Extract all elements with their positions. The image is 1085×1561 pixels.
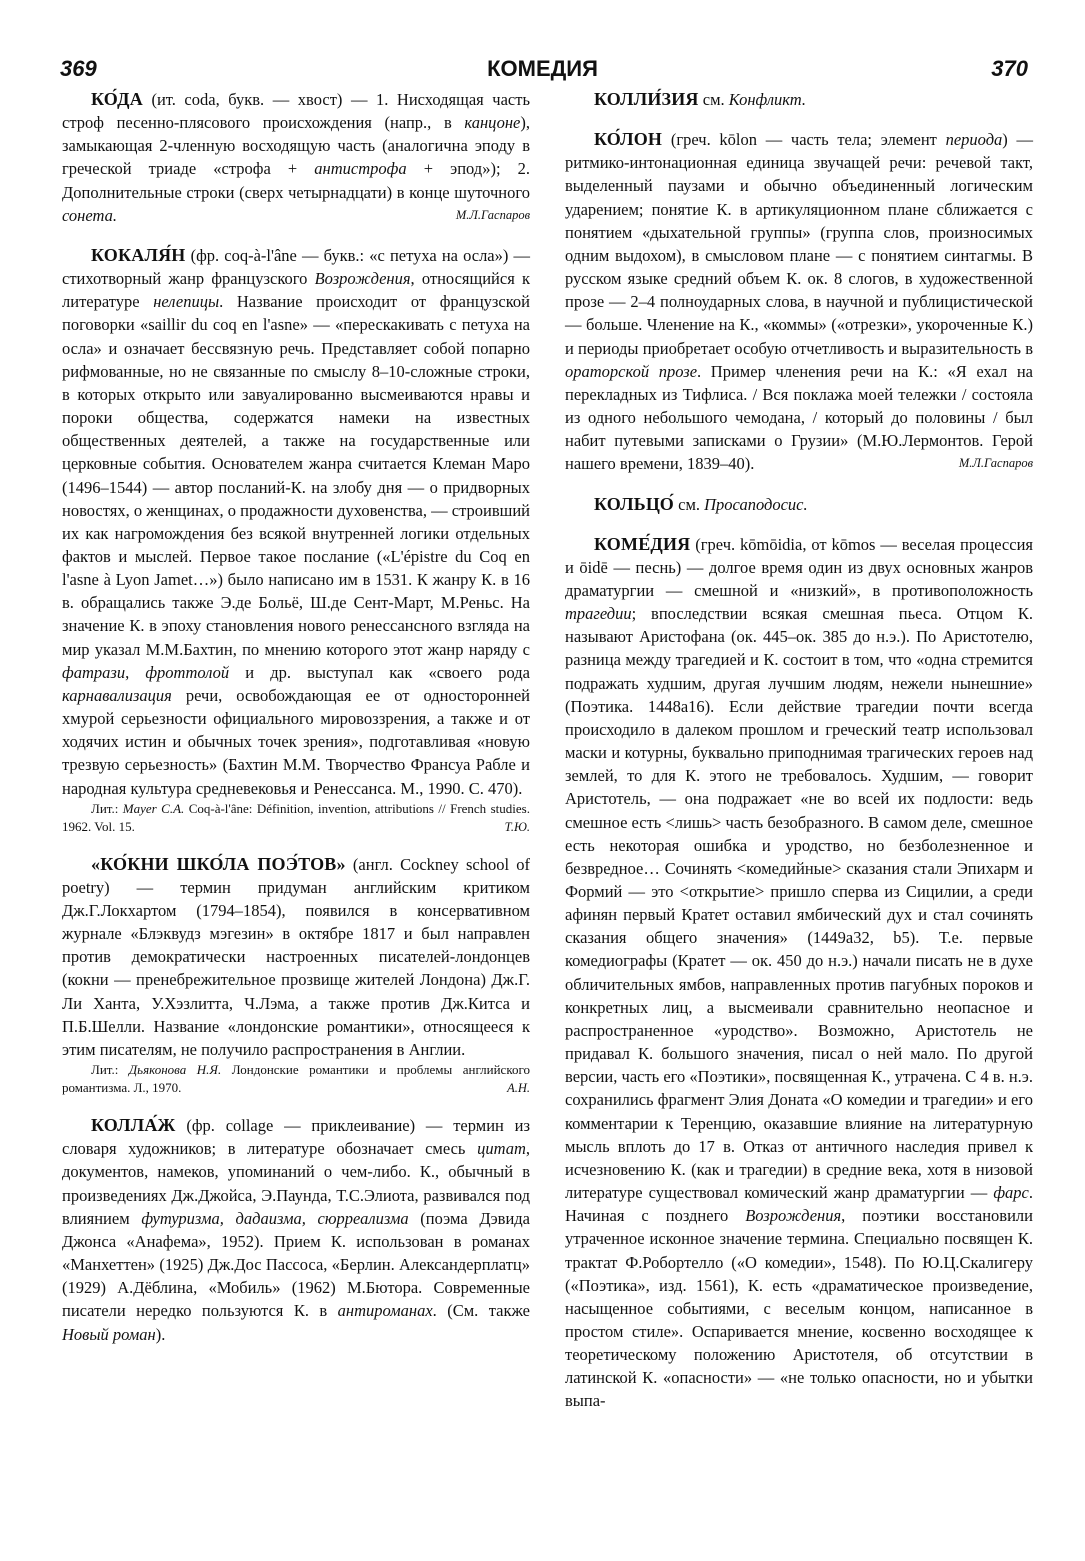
italic-term: трагедии [565, 604, 632, 624]
italic-term: сонета. [62, 205, 117, 225]
page-number-right: 370 [991, 56, 1028, 81]
left-column [62, 88, 530, 1363]
headword: КОКАЛЯ́Н [91, 244, 186, 265]
italic-term: нелепицы [153, 292, 220, 312]
see-reference-label: см. [698, 90, 729, 109]
italic-term: цитат [477, 1139, 526, 1159]
entry-kollazh [62, 1114, 530, 1346]
lit-text: Лондонские романтики и проблемы английского романтизма. Л., 1970. [62, 1062, 530, 1096]
entry-body: . Начиная с позднего [565, 1183, 1033, 1226]
headword: КОЛЛА́Ж [91, 1115, 176, 1136]
page-number-left: 369 [60, 56, 97, 81]
entry-body: ), замыкающая 2-членную восходящую часть (аналогична эподу в греческой триаде «строфа + [62, 113, 530, 179]
entry-body: . Пример членения речи на К.: «Я ехал на перекладных из Тифлиса. / Вся поклажа моей тележки / состояла из одного небольшого чемодана, / который до половины / был набит путевыми записками о Грузии» (М.Ю.Лермонтов. Герой нашего времени, 1839–40). [565, 361, 1034, 474]
entry-body: (фр. collage — приклеивание) — термин из словаря художников; в литературе обозначает смесь [62, 1116, 530, 1159]
bibliography [62, 1061, 530, 1097]
entry-text [565, 493, 1033, 516]
italic-term: антистрофа [314, 159, 407, 179]
entry-kolliziya [565, 88, 1033, 111]
author-signature: М.Л.Гаспаров [958, 456, 1033, 471]
entry-body: . (См. также [432, 1301, 530, 1321]
entry-body: , документов, намеков, упоминаний о чем-либо. К., обычный в произведениях Дж.Джойса, Э.Паунда, Т.С.Элиота, развивался под влиянием [62, 1139, 530, 1228]
entry-text [62, 88, 530, 227]
right-column [565, 88, 1033, 1430]
entry-body: ) — ритмико-интонационная единица звучащей речи: речевой такт, выделенный паузами и обычно объединенный логическим ударением; понятие К. в артикуляционном плане сближается с понятием «дыхательной группы» (группа слов, произносимых одним выдохом), в смысловом плане — с понятием синтагмы. В русском языке средний объем К. ок. 8 слогов, в художественной прозе — 2–4 полноударных слова, в научной и публицистической — больше. Членение на К., «коммы» («отрезки», укороченные К.) и периоды приобретает особую отчетливость и выразительность в [565, 130, 1034, 358]
italic-term: Возрождения [745, 1206, 842, 1226]
entry-kokni [62, 853, 530, 1097]
entry-body: ; впоследствии всякая смешная пьеса. Отцом К. называют Аристофана (ок. 445–ок. 385 до н.э.). По Аристотелю, разница между трагедией и К. состоит в том, что «одна стремится подражать худшим, другая лучшим людям, нежели нынешние» (Поэтика. 1448a16). Если действие трагедии почти всегда происходило в далеком прошлом и греческий театр использовал маски и котурны, буквально приподнимая трагических героев над землей, то для К. этого не требовалось. Худшим, — говорит Аристотель, — она подражает «не во всей их подлости: ведь смешное есть <лишь> часть безобразного. В самом деле, смешное есть некоторая ошибка и уродство, но безболезненное и безвредное… Сочинять <комедийные> сказания стали Эпихарм и Формий — это <открытие> пришло сперва из Сицилии, а среди афинян первый Кратет оставил ямбический дух и стал сочинять сказания общего значения» (1449a32, b5). Т.е. первые комедиографы (Кратет — ок. 450 до н.э.) начали писать не в духе обличительных ямбов, направленных против пагубных пороков и конкретных лиц, а высмеивали сравнительно неопасное и распространенное «уродство». Возможно, Аристотель не придавал К. большого значения, писал о ней мало. По другой версии, часть его «Поэтики», посвященная К., утрачена. С 4 в. н.э. сохранились фрагмент Элия Доната «О комедии и трагедии» и его комментарии к Теренцию, оказавшие влияние на литературную мысль вплоть до 17 в. Отказ от античного наследия привел к исчезновению К. (как и трагедии) в средние века, хотя в низовой литературе существовал комический жанр драматургии — [565, 604, 1033, 1203]
entry-body: (поэма Дэвида Джонса «Анафема», 1952). Прием К. использован в романах «Манхеттен» (1925) Дж.Дос Пассоса, «Берлин. Александерплатц» (1929) А.Дёблина, «Мобиль» (1962) М.Бютора. Современные писатели нередко пользуются К. в [62, 1208, 530, 1321]
italic-term: фарс [993, 1183, 1029, 1203]
entry-body: + эпод»); 2. Дополнительные строки (сверх четырнадцати) в конце шуточного [62, 159, 531, 202]
entry-kolon [565, 128, 1033, 475]
cross-reference: Конфликт. [728, 90, 807, 109]
entry-text [62, 244, 530, 800]
author-signature: А.Н. [507, 1081, 530, 1096]
italic-term: карнавализация [62, 685, 172, 705]
headword: КО́ДА [91, 89, 143, 109]
entry-text [62, 1114, 530, 1346]
entry-body: (англ. Cockney school of poetry) — термин придуман английским критиком Дж.Г.Локхартом (1794–1854), появился в консервативном журнале «Блэквудз мэгезин» в октябре 1817 и был направлен против демократически настроенных писателей-лондонцев (кокни — пренебрежительное прозвище жителей Лондона) Дж.Г. Ли Ханта, У.Хэзлитта, Ч.Лэма, а также против Дж.Китса и П.Б.Шелли. Название «лондонские романтики», относящееся к этим писателям, не получило распространения в Англии. [62, 854, 530, 1059]
entry-text [62, 853, 530, 1061]
lit-label: Лит.: [91, 1062, 129, 1078]
italic-term: фатрази [62, 662, 126, 682]
headword: «КО́КНИ ШКО́ЛА ПОЭ́ТОВ» [91, 853, 346, 874]
entry-text [565, 128, 1033, 475]
page-header [0, 48, 1085, 88]
italic-term: Возрождения [314, 269, 411, 289]
author-signature: М.Л.Гаспаров [455, 207, 530, 222]
italic-term: фроттолой [145, 662, 230, 682]
entry-body: (греч. kōmōidia, от kōmos — веселая процессия и ōidē — песнь) — долгое время один из двух основных жанров драматургии — смешной и «низкий», в противоположность [565, 534, 1033, 600]
italic-term: Новый роман [62, 1324, 156, 1344]
headword: КОМЕ́ДИЯ [594, 533, 691, 554]
entry-body: и др. выступал как «своего рода [229, 662, 531, 682]
author-signature: Т.Ю. [504, 819, 530, 834]
entry-body: (греч. kōlon — часть тела; элемент [662, 130, 946, 150]
entry-body: , [125, 662, 146, 682]
italic-term: антироманах [337, 1301, 433, 1321]
entry-kokalian [62, 244, 530, 836]
entry-koltso [565, 493, 1033, 516]
italic-term: периода [945, 130, 1003, 150]
bibliography [62, 800, 530, 836]
entry-komediya [565, 533, 1033, 1413]
entry-body: (фр. coq-à-l'âne — букв.: «с петуха на осла») — стихотворный жанр французского [62, 245, 530, 289]
headword: КОЛЬЦО́ [594, 493, 674, 514]
lit-label: Лит.: [91, 800, 123, 816]
headword: КО́ЛОН [594, 129, 663, 150]
entry-body: , поэтики восстановили утраченное исконное значение термина. Специально посвящен К. трактат Ф.Робортелло («О комедии», 1548). По Ю.Ц.Скалигеру («Поэтика», изд. 1561), К. есть «драматическое произведение, насыщенное событиями, с веселым концом, написанное в простом стиле». Оспаривается мнение, косвенно восходящее к теоретическому положению Аристотеля, об отсутствии в латинской К. «опасности» — «не только опасности, но и убытки выпа- [565, 1206, 1033, 1411]
italic-term: ораторской прозе [565, 361, 698, 381]
lit-author: Дьяконова Н.Я. [128, 1062, 222, 1078]
entry-text [565, 88, 1033, 111]
italic-term: футуризма, дадаизма, сюрреализма [141, 1208, 409, 1228]
lit-text: Coq-à-l'âne: Définition, invention, attributions // French studies. 1962. Vol. 15. [62, 800, 530, 834]
entry-text [565, 533, 1033, 1413]
entry-body: . Название происходит от французской поговорки «saillir du coq en l'asne» — «перескакивать с петуха на осла» и означает бессвязную речь. Представляет собой попарно рифмованные, но не связанные по смыслу 8–10-сложные строки, в которых открыто или завуалированно высмеиваются нравы и пороки общества, содержатся намеки на известных общественных деятелей, а также на государственные или церковные события. Основателем жанра считается Клеман Маро (1496–1544) — автор посланий-К. на злобу дня — о придворных новостях, о женщинах, о продажности духовенства, — строивший их как нагромождения без всякой внутренней логики отдельных фактов и мыслей. Первое такое послание («L'épistre du Coq en l'asne à Lyon Jamet…») было написано им в 1531. К жанру К. в 16 в. обращались также Э.де Больё, Ш.де Сент-Март, М.Реньс. На значение К. в эпоху становления нового ренессансного взгляда на мир указал М.М.Бахтин, по мнению которого этот жанр наряду с [62, 292, 530, 659]
entry-body: , относящийся к литературе [62, 269, 530, 312]
entry-koda [62, 88, 530, 227]
entry-body: (ит. coda, букв. — хвост) — 1. Нисходящая часть строф песенно-плясового происхождения (напр., в [62, 90, 530, 133]
see-reference-label: см. [674, 494, 705, 514]
entry-body: ). [155, 1324, 166, 1344]
headword: КОЛЛИ́ЗИЯ [594, 89, 699, 109]
running-title: КОМЕДИЯ [487, 56, 598, 81]
italic-term: канцоне [464, 113, 521, 133]
entry-body: речи, освобождающая ее от односторонней хмурой серьезности официального мировоззрения, а также и от ходячих истин и обычных точек зрения», подготавливая «новую трезвую серьезность» (Бахтин М.М. Творчество Франсуа Рабле и народная культура средневековья и Ренессанса. М., 1990. С. 470). [62, 685, 530, 798]
lit-author: Mayer C.A. [122, 800, 185, 816]
cross-reference: Просаподосис. [704, 494, 808, 514]
